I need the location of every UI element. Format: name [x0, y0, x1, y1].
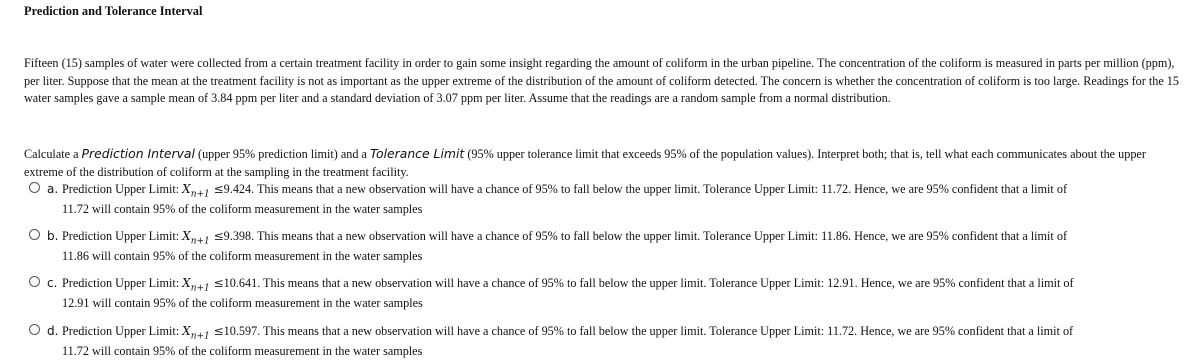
option-text-line-2: 11.72 will contain 95% of the coliform measurement in the water samples: [62, 202, 423, 216]
prediction-value: 10.597: [223, 324, 258, 338]
prediction-value: 9.424: [223, 182, 252, 196]
math-expression: $X_{n+1}$ ≤: [182, 324, 224, 342]
question-text: [24, 145, 1182, 181]
option-text-line-2: 12.91 will contain 95% of the coliform measurement in the water samples: [62, 296, 423, 310]
option-letter: a.: [47, 182, 59, 196]
option-explanation: . This means that a new observation will have a chance of 95% to fall below the upper limit. Tolerance Upper Limit: 12.91. Hence, we are 95% confident that a limit of: [257, 276, 1074, 290]
radio-button[interactable]: [29, 276, 40, 287]
page-title: Prediction and Tolerance Interval: [24, 4, 203, 18]
option-letter: d.: [47, 324, 59, 338]
option-text-line-2: 11.86 will contain 95% of the coliform measurement in the water samples: [62, 249, 423, 263]
question-part-1: Calculate a: [24, 147, 82, 161]
math-expression: $X_{n+1}$ ≤: [182, 182, 224, 200]
option-text-line-2: 11.72 will contain 95% of the coliform measurement in the water samples: [62, 344, 423, 358]
question-part-3: (95% upper tolerance limit that exceeds 95% of the population values). Interpret both; that is, tell what each communicates about the upper extreme of the distribution of coliform at the sampling in the treatment facility.: [24, 147, 1146, 179]
math-expression: $X_{n+1}$ ≤: [182, 229, 224, 247]
option-explanation: . This means that a new observation will have a chance of 95% to fall below the upper limit. Tolerance Upper Limit: 11.72. Hence, we are 95% confident that a limit of: [251, 182, 1067, 196]
question-part-2: (upper 95% prediction limit) and a: [194, 147, 370, 161]
option-label: Prediction Upper Limit:: [62, 276, 183, 290]
option-letter: c.: [47, 276, 58, 290]
option-label: Prediction Upper Limit:: [62, 229, 183, 243]
option-label: Prediction Upper Limit:: [62, 324, 183, 338]
radio-button[interactable]: [29, 324, 40, 335]
option-label: Prediction Upper Limit:: [62, 182, 183, 196]
option-explanation: . This means that a new observation will have a chance of 95% to fall below the upper limit. Tolerance Upper Limit: 11.86. Hence, we are 95% confident that a limit of: [251, 229, 1067, 243]
radio-button[interactable]: [29, 182, 40, 193]
option-letter: b.: [47, 229, 59, 243]
radio-button[interactable]: [29, 229, 40, 240]
math-expression: $X_{n+1}$ ≤: [182, 276, 224, 294]
prediction-value: 9.398: [223, 229, 252, 243]
prediction-interval-term: Prediction Interval: [81, 146, 195, 161]
prediction-value: 10.641: [223, 276, 258, 290]
problem-statement: Fifteen (15) samples of water were collected from a certain treatment facility in order to gain some insight regarding the amount of coliform in the urban pipeline. The concentration of the coliform is measured in parts per million (ppm), per liter. Suppose that the mean at the treatment facility is not as important as the upper extreme of the distribution of the amount of coliform detected. The concern is whether the concentration of coliform is too large. Readings for the 15 water samples gave a sample mean of 3.84 ppm per liter and a standard deviation of 3.07 ppm per liter. Assume that the readings are a random sample from a normal distribution.: [24, 56, 1179, 106]
tolerance-limit-term: Tolerance Limit: [369, 146, 465, 161]
option-explanation: . This means that a new observation will have a chance of 95% to fall below the upper limit. Tolerance Upper Limit: 11.72. Hence, we are 95% confident that a limit of: [257, 324, 1074, 338]
